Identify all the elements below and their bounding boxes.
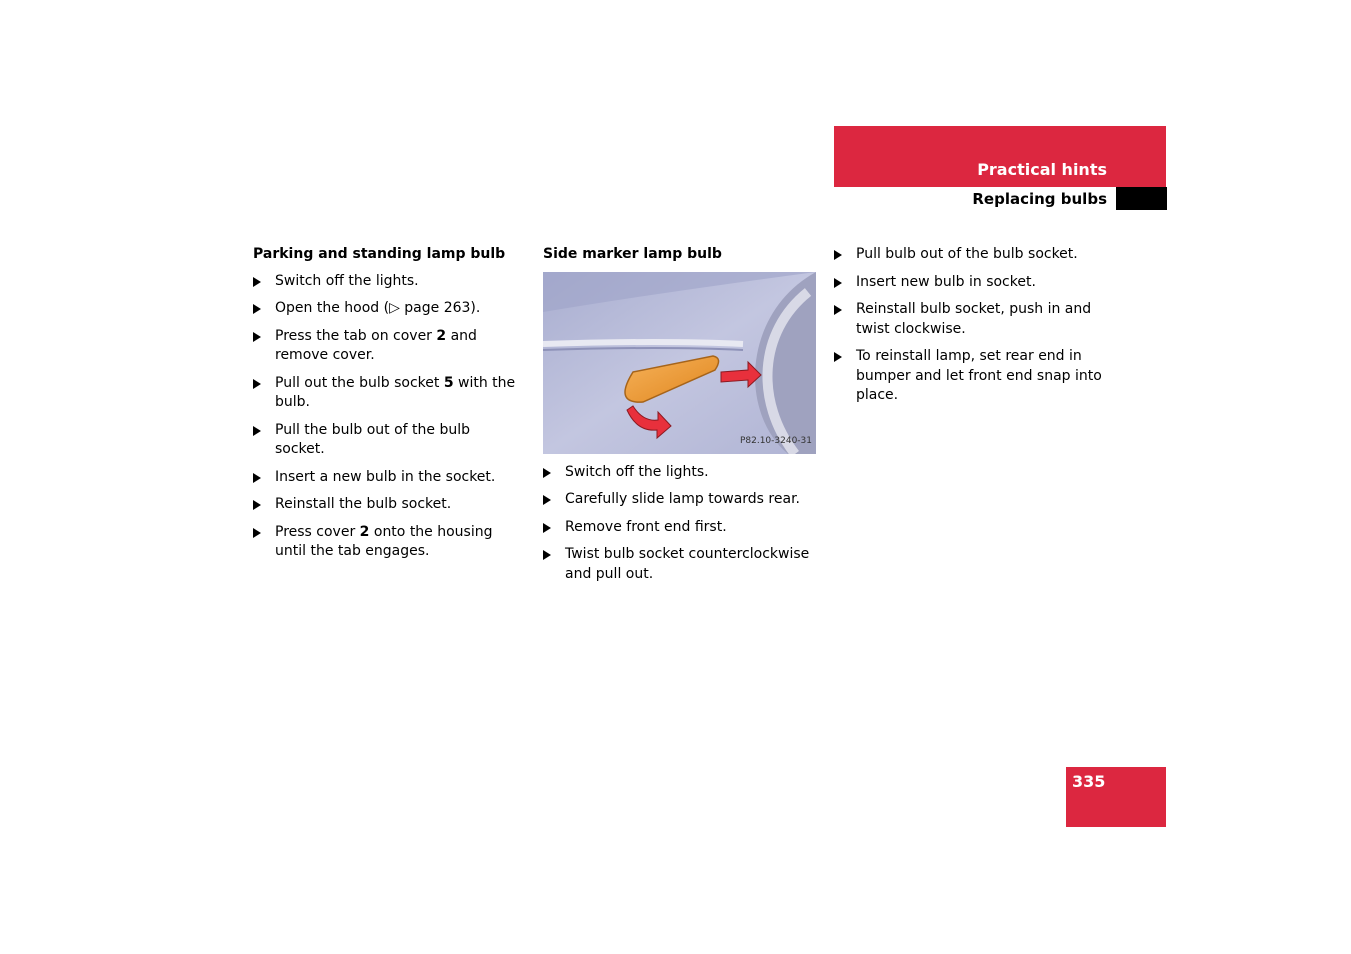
bullet-arrow-icon [543,495,551,505]
list-item: Press cover 2 onto the housing until the tab engages. [253,523,523,562]
list-item: Pull out the bulb socket 5 with the bulb. [253,374,523,413]
page-number-box [1066,767,1166,827]
bullet-arrow-icon [253,473,261,483]
bullet-arrow-icon [253,332,261,342]
bullet-arrow-icon [253,426,261,436]
list-item: Insert new bulb in socket. [834,273,1114,293]
side-marker-illustration [543,272,816,454]
subsection-title: Replacing bulbs [972,190,1107,208]
parking-lamp-steps [253,272,523,562]
list-item: Insert a new bulb in the socket. [253,468,523,488]
list-item: Switch off the lights. [253,272,523,292]
section-title: Practical hints [977,160,1107,179]
list-item: Reinstall the bulb socket. [253,495,523,515]
list-item: Pull bulb out of the bulb socket. [834,245,1114,265]
bullet-arrow-icon [253,379,261,389]
parking-lamp-column [253,245,523,570]
bullet-arrow-icon [543,550,551,560]
list-item: Carefully slide lamp towards rear. [543,490,816,510]
list-item: Press the tab on cover 2 and remove cover. [253,327,523,366]
list-item: Open the hood (▷ page 263). [253,299,523,319]
list-item: To reinstall lamp, set rear end in bumper and let front end snap into place. [834,347,1114,406]
list-item: Twist bulb socket counterclockwise and pull out. [543,545,816,584]
bullet-arrow-icon [253,304,261,314]
bullet-arrow-icon [834,278,842,288]
bullet-arrow-icon [834,305,842,315]
continued-steps-column [834,245,1114,414]
list-item: Reinstall bulb socket, push in and twist clockwise. [834,300,1114,339]
side-marker-heading: Side marker lamp bulb [543,246,722,262]
list-item: Remove front end first. [543,518,816,538]
section-header-bar [834,126,1166,187]
list-item: Switch off the lights. [543,463,816,483]
continued-steps [834,245,1114,406]
bullet-arrow-icon [543,523,551,533]
bullet-arrow-icon [834,250,842,260]
bullet-arrow-icon [543,468,551,478]
side-marker-drawing [543,272,816,454]
subsection-marker [1116,187,1167,210]
bullet-arrow-icon [253,528,261,538]
bullet-arrow-icon [253,277,261,287]
side-marker-column [543,245,816,592]
parking-lamp-heading: Parking and standing lamp bulb [253,246,506,262]
bullet-arrow-icon [253,500,261,510]
list-item: Pull the bulb out of the bulb socket. [253,421,523,460]
side-marker-steps [543,463,816,585]
page-number: 335 [1072,772,1106,791]
bullet-arrow-icon [834,352,842,362]
figure-code: P82.10-3240-31 [739,436,812,446]
